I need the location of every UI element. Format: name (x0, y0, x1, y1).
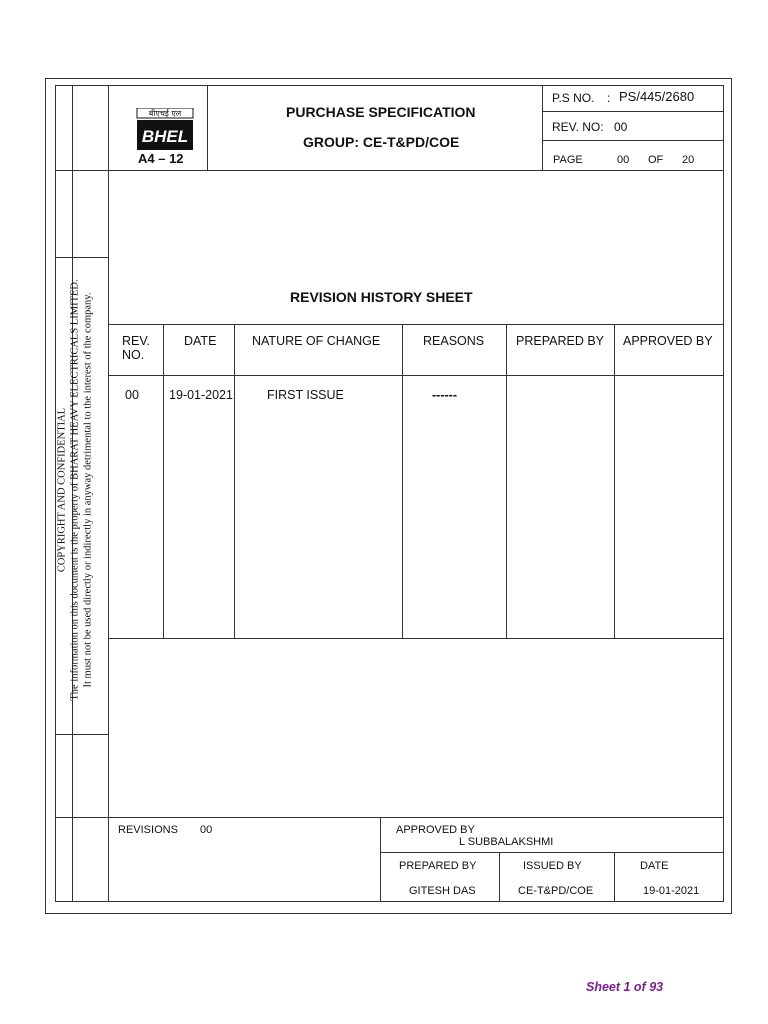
divider (402, 324, 403, 638)
divider (55, 901, 723, 902)
column-header-reasons: REASONS (423, 334, 485, 348)
divider (380, 817, 381, 901)
column-header-prepared: PREPARED BY (516, 334, 604, 348)
approved-by-label: APPROVED BY (396, 824, 475, 836)
cell-rev: 00 (125, 388, 139, 402)
copyright-line-2: The information on this document is the property of BHARAT HEAVY ELECTRICALS LIMITED. (69, 279, 81, 701)
cell-reasons: ------ (432, 388, 457, 402)
column-header-rev: REV. (122, 334, 151, 348)
section-title: REVISION HISTORY SHEET (290, 289, 473, 305)
column-header-rev-2: NO. (122, 348, 145, 362)
issued-by-label: ISSUED BY (523, 860, 582, 872)
sheet-number: Sheet 1 of 93 (586, 980, 664, 994)
divider (108, 170, 723, 171)
divider (380, 852, 723, 853)
prepared-by-label: PREPARED BY (399, 860, 477, 872)
group-label: GROUP: CE-T&PD/COE (303, 134, 460, 150)
cell-nature: FIRST ISSUE (267, 388, 344, 402)
divider (614, 852, 615, 901)
divider (207, 85, 208, 170)
bhel-logo (136, 108, 194, 152)
rev-no-label: REV. NO: (552, 120, 604, 134)
svg-text:बीएचई एल: बीएचई एल (148, 109, 182, 118)
revisions-label: REVISIONS (118, 824, 178, 836)
svg-text:BHEL: BHEL (141, 127, 189, 146)
of-label: OF (648, 154, 664, 166)
divider (55, 817, 108, 818)
divider (542, 111, 723, 112)
divider (499, 852, 500, 901)
divider (163, 324, 164, 638)
date-label: DATE (640, 860, 669, 872)
divider (108, 324, 723, 325)
divider (55, 170, 108, 171)
copyright-line-3: It must not be used directly or indirectly in anyway detrimental to the interest of the company. (82, 292, 94, 688)
divider (542, 140, 723, 141)
divider (55, 85, 723, 86)
divider (506, 324, 507, 638)
divider (723, 85, 724, 902)
cell-date: 19-01-2021 (169, 388, 233, 402)
column-header-approved: APPROVED BY (623, 334, 713, 348)
ps-no-label: P.S NO. (552, 91, 595, 105)
column-header-nature: NATURE OF CHANGE (252, 334, 381, 348)
copyright-line-1: COPYRIGHT AND CONFIDENTIAL (56, 407, 68, 573)
logo-code: A4 – 12 (138, 151, 184, 166)
rev-no-value: 00 (614, 120, 628, 134)
of-value: 20 (682, 154, 695, 166)
page-label: PAGE (553, 154, 583, 166)
prepared-by-value: GITESH DAS (409, 885, 476, 897)
date-value: 19-01-2021 (643, 885, 700, 897)
divider (614, 324, 615, 638)
document-title: PURCHASE SPECIFICATION (286, 104, 476, 120)
page-frame (45, 78, 732, 914)
divider (108, 817, 723, 818)
column-header-date: DATE (184, 334, 217, 348)
approved-by-value: L SUBBALAKSHMI (459, 836, 554, 848)
divider (55, 257, 108, 258)
divider (234, 324, 235, 638)
divider (542, 85, 543, 170)
revisions-value: 00 (200, 824, 213, 836)
issued-by-value: CE-T&PD/COE (518, 885, 594, 897)
divider (108, 638, 723, 639)
ps-no-sep: : (607, 91, 611, 105)
divider (108, 85, 109, 901)
divider (108, 375, 723, 376)
divider (55, 734, 108, 735)
page-value: 00 (617, 154, 630, 166)
ps-no-value: PS/445/2680 (619, 89, 695, 104)
